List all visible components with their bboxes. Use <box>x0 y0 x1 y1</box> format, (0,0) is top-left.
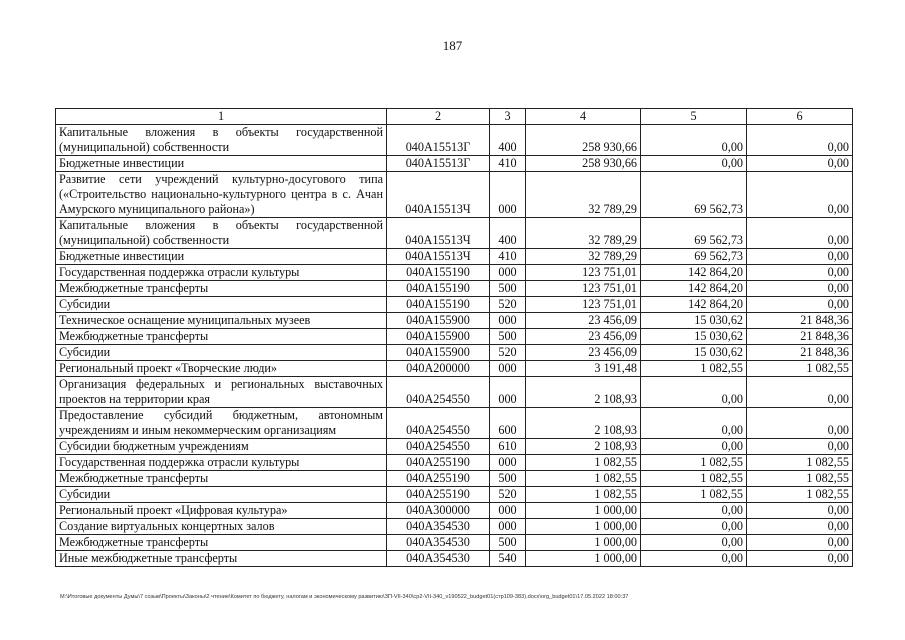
row-name-cell: Развитие сети учреждений культурно-досугового типа («Строительство национально-культурного центра в с. Ачан Амурского муниципального района») <box>56 172 387 218</box>
target-code-cell: 040А15513Ч <box>387 172 490 218</box>
amount-col6-cell: 0,00 <box>747 156 853 172</box>
expense-type-cell: 600 <box>490 408 526 439</box>
expense-type-cell: 500 <box>490 535 526 551</box>
row-name-cell: Бюджетные инвестиции <box>56 249 387 265</box>
amount-col4-cell: 1 000,00 <box>526 551 641 567</box>
amount-col4-cell: 3 191,48 <box>526 361 641 377</box>
expense-type-cell: 520 <box>490 345 526 361</box>
page-number: 187 <box>442 38 463 53</box>
amount-col5-cell: 15 030,62 <box>641 329 747 345</box>
expense-type-cell: 520 <box>490 487 526 503</box>
row-name-cell: Предоставление субсидий бюджетным, автономным учреждениям и иным некоммерческим организациям <box>56 408 387 439</box>
amount-col4-cell: 123 751,01 <box>526 265 641 281</box>
amount-col4-cell: 1 082,55 <box>526 455 641 471</box>
table-row <box>56 313 853 329</box>
amount-col5-cell: 0,00 <box>641 519 747 535</box>
amount-col4-cell: 1 000,00 <box>526 519 641 535</box>
table-row <box>56 125 853 156</box>
table-body <box>56 125 853 567</box>
amount-col6-cell: 0,00 <box>747 519 853 535</box>
expense-type-cell: 000 <box>490 519 526 535</box>
row-name-cell: Межбюджетные трансферты <box>56 281 387 297</box>
amount-col5-cell: 69 562,73 <box>641 249 747 265</box>
expense-type-cell: 000 <box>490 172 526 218</box>
table-row <box>56 329 853 345</box>
column-header: 2 <box>387 109 490 125</box>
amount-col6-cell: 0,00 <box>747 125 853 156</box>
expense-type-cell: 410 <box>490 249 526 265</box>
amount-col6-cell: 21 848,36 <box>747 313 853 329</box>
amount-col4-cell: 32 789,29 <box>526 218 641 249</box>
amount-col6-cell: 21 848,36 <box>747 329 853 345</box>
row-name-cell: Организация федеральных и региональных выставочных проектов на территории края <box>56 377 387 408</box>
amount-col5-cell: 0,00 <box>641 535 747 551</box>
target-code-cell: 040А255190 <box>387 471 490 487</box>
target-code-cell: 040А155900 <box>387 329 490 345</box>
amount-col5-cell: 142 864,20 <box>641 265 747 281</box>
amount-col4-cell: 23 456,09 <box>526 313 641 329</box>
column-header: 6 <box>747 109 853 125</box>
table-row <box>56 519 853 535</box>
amount-col5-cell: 1 082,55 <box>641 455 747 471</box>
target-code-cell: 040А254550 <box>387 408 490 439</box>
amount-col5-cell: 0,00 <box>641 439 747 455</box>
row-name-cell: Субсидии <box>56 345 387 361</box>
amount-col6-cell: 0,00 <box>747 218 853 249</box>
row-name-cell: Техническое оснащение муниципальных музеев <box>56 313 387 329</box>
row-name-cell: Государственная поддержка отрасли культуры <box>56 455 387 471</box>
expense-type-cell: 540 <box>490 551 526 567</box>
row-name-cell: Субсидии <box>56 487 387 503</box>
table-row <box>56 297 853 313</box>
target-code-cell: 040А255190 <box>387 455 490 471</box>
target-code-cell: 040А254550 <box>387 439 490 455</box>
amount-col5-cell: 142 864,20 <box>641 297 747 313</box>
expense-type-cell: 000 <box>490 265 526 281</box>
amount-col5-cell: 0,00 <box>641 377 747 408</box>
amount-col6-cell: 0,00 <box>747 439 853 455</box>
table-row <box>56 551 853 567</box>
target-code-cell: 040А15513Ч <box>387 218 490 249</box>
table-row <box>56 439 853 455</box>
amount-col4-cell: 23 456,09 <box>526 329 641 345</box>
amount-col5-cell: 69 562,73 <box>641 218 747 249</box>
table-row <box>56 471 853 487</box>
table-row <box>56 345 853 361</box>
column-header: 3 <box>490 109 526 125</box>
table-row <box>56 156 853 172</box>
row-name-cell: Субсидии бюджетным учреждениям <box>56 439 387 455</box>
expense-type-cell: 000 <box>490 361 526 377</box>
target-code-cell: 040А354530 <box>387 551 490 567</box>
row-name-cell: Бюджетные инвестиции <box>56 156 387 172</box>
expense-type-cell: 000 <box>490 455 526 471</box>
amount-col6-cell: 0,00 <box>747 408 853 439</box>
expense-type-cell: 520 <box>490 297 526 313</box>
budget-table <box>55 108 853 567</box>
amount-col5-cell: 1 082,55 <box>641 361 747 377</box>
expense-type-cell: 610 <box>490 439 526 455</box>
amount-col6-cell: 0,00 <box>747 377 853 408</box>
target-code-cell: 040А354530 <box>387 535 490 551</box>
expense-type-cell: 500 <box>490 471 526 487</box>
row-name-cell: Межбюджетные трансферты <box>56 471 387 487</box>
amount-col4-cell: 258 930,66 <box>526 125 641 156</box>
row-name-cell: Межбюджетные трансферты <box>56 535 387 551</box>
table-row <box>56 218 853 249</box>
file-path-footer: М:\Итоговые документы Думы\7 созыв\Проекты\Законы\2 чтение\Комитет по бюджету, налогам и экономическому развитию\ЗП-VII-340\сp2-VII-340_v190522_budget01(стр109-383).docx\org_budget01\17.05.2022 18:00:37 <box>60 594 629 600</box>
table-row <box>56 265 853 281</box>
amount-col5-cell: 1 082,55 <box>641 487 747 503</box>
table-row <box>56 535 853 551</box>
table-row <box>56 377 853 408</box>
amount-col4-cell: 1 082,55 <box>526 471 641 487</box>
amount-col4-cell: 2 108,93 <box>526 408 641 439</box>
table-row <box>56 281 853 297</box>
amount-col5-cell: 1 082,55 <box>641 471 747 487</box>
expense-type-cell: 400 <box>490 125 526 156</box>
amount-col4-cell: 32 789,29 <box>526 249 641 265</box>
target-code-cell: 040А254550 <box>387 377 490 408</box>
amount-col6-cell: 0,00 <box>747 249 853 265</box>
expense-type-cell: 400 <box>490 218 526 249</box>
amount-col6-cell: 1 082,55 <box>747 455 853 471</box>
expense-type-cell: 000 <box>490 503 526 519</box>
expense-type-cell: 500 <box>490 281 526 297</box>
header-row <box>56 109 853 125</box>
table-row <box>56 361 853 377</box>
table-row <box>56 503 853 519</box>
amount-col6-cell: 1 082,55 <box>747 361 853 377</box>
target-code-cell: 040А300000 <box>387 503 490 519</box>
amount-col5-cell: 142 864,20 <box>641 281 747 297</box>
amount-col4-cell: 23 456,09 <box>526 345 641 361</box>
amount-col5-cell: 0,00 <box>641 503 747 519</box>
amount-col6-cell: 0,00 <box>747 172 853 218</box>
row-name-cell: Субсидии <box>56 297 387 313</box>
table-row <box>56 172 853 218</box>
row-name-cell: Капитальные вложения в объекты государственной (муниципальной) собственности <box>56 218 387 249</box>
column-header: 1 <box>56 109 387 125</box>
amount-col5-cell: 69 562,73 <box>641 172 747 218</box>
amount-col5-cell: 15 030,62 <box>641 313 747 329</box>
column-header: 5 <box>641 109 747 125</box>
target-code-cell: 040А155190 <box>387 281 490 297</box>
target-code-cell: 040А15513Г <box>387 125 490 156</box>
amount-col6-cell: 21 848,36 <box>747 345 853 361</box>
target-code-cell: 040А155900 <box>387 345 490 361</box>
target-code-cell: 040А155190 <box>387 297 490 313</box>
table-row <box>56 249 853 265</box>
amount-col6-cell: 0,00 <box>747 297 853 313</box>
amount-col4-cell: 258 930,66 <box>526 156 641 172</box>
row-name-cell: Региональный проект «Творческие люди» <box>56 361 387 377</box>
amount-col5-cell: 0,00 <box>641 156 747 172</box>
amount-col5-cell: 0,00 <box>641 408 747 439</box>
amount-col4-cell: 1 000,00 <box>526 535 641 551</box>
amount-col5-cell: 15 030,62 <box>641 345 747 361</box>
amount-col6-cell: 0,00 <box>747 503 853 519</box>
target-code-cell: 040А15513Ч <box>387 249 490 265</box>
row-name-cell: Создание виртуальных концертных залов <box>56 519 387 535</box>
row-name-cell: Межбюджетные трансферты <box>56 329 387 345</box>
row-name-cell: Региональный проект «Цифровая культура» <box>56 503 387 519</box>
table-row <box>56 487 853 503</box>
target-code-cell: 040А155900 <box>387 313 490 329</box>
expense-type-cell: 500 <box>490 329 526 345</box>
amount-col4-cell: 1 082,55 <box>526 487 641 503</box>
target-code-cell: 040А15513Г <box>387 156 490 172</box>
table-row <box>56 455 853 471</box>
table-row <box>56 408 853 439</box>
amount-col4-cell: 2 108,93 <box>526 439 641 455</box>
amount-col6-cell: 1 082,55 <box>747 471 853 487</box>
expense-type-cell: 000 <box>490 377 526 408</box>
expense-type-cell: 000 <box>490 313 526 329</box>
amount-col5-cell: 0,00 <box>641 125 747 156</box>
amount-col4-cell: 32 789,29 <box>526 172 641 218</box>
amount-col6-cell: 0,00 <box>747 281 853 297</box>
target-code-cell: 040А155190 <box>387 265 490 281</box>
amount-col6-cell: 0,00 <box>747 535 853 551</box>
row-name-cell: Капитальные вложения в объекты государственной (муниципальной) собственности <box>56 125 387 156</box>
amount-col6-cell: 0,00 <box>747 551 853 567</box>
amount-col4-cell: 123 751,01 <box>526 281 641 297</box>
amount-col6-cell: 1 082,55 <box>747 487 853 503</box>
amount-col6-cell: 0,00 <box>747 265 853 281</box>
row-name-cell: Государственная поддержка отрасли культуры <box>56 265 387 281</box>
expense-type-cell: 410 <box>490 156 526 172</box>
target-code-cell: 040А200000 <box>387 361 490 377</box>
target-code-cell: 040А354530 <box>387 519 490 535</box>
column-header: 4 <box>526 109 641 125</box>
row-name-cell: Иные межбюджетные трансферты <box>56 551 387 567</box>
amount-col4-cell: 123 751,01 <box>526 297 641 313</box>
amount-col4-cell: 2 108,93 <box>526 377 641 408</box>
amount-col4-cell: 1 000,00 <box>526 503 641 519</box>
amount-col5-cell: 0,00 <box>641 551 747 567</box>
target-code-cell: 040А255190 <box>387 487 490 503</box>
